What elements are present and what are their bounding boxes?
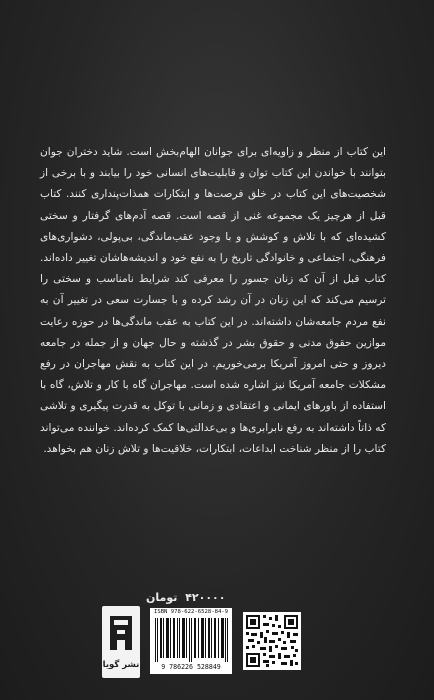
publisher-logo bbox=[102, 606, 140, 678]
price-amount: ۴۲۰۰۰۰ bbox=[185, 591, 226, 604]
barcode-bars bbox=[153, 618, 229, 662]
price-label bbox=[146, 591, 226, 604]
isbn-line: ISBN 978-622-6528-84-9 bbox=[153, 609, 229, 615]
publisher-logo-icon bbox=[105, 610, 137, 658]
barcode-number: 9 786226 528849 bbox=[161, 663, 221, 671]
publisher-name: نشر گویا bbox=[102, 660, 140, 670]
description-block bbox=[40, 142, 386, 460]
qr-code bbox=[243, 612, 301, 670]
qr-code-icon bbox=[246, 615, 298, 667]
description-text: این کتاب از منظر و زاویه‌ای برای جوانان الهام‌بخش است. شاید دختران جوان بتوانند با خواندن این کتاب توان و قابلیت‌های انسانی خود را بیابند و با برخی از شخصیت‌های این کتاب در خلق فرصت‌ها و ابتکارات همذات‌پنداری کنند. کتاب قبل از هرچیز یک مجموعه غنی از قصه است. قصه آدم‌های گرفتار و سختی کشیده‌ای که با تلاش و کوشش و با وجود عقب‌ماندگی، بی‌پولی، دشواری‌های فرهنگی، اجتماعی و خانوادگی تاریخ را به نفع خود و اندیشه‌هاشان تغییر داده‌اند. کتاب قبل از آن که زنان جسور را معرفی کند شرایط نامناسب و سختی را ترسیم می‌کند که این زنان در آن رشد کرده و با جسارت سعی در تغییر آن به نفع مردم جامعه‌شان داشته‌اند. در این کتاب به عقب ماندگی‌ها در حوزه رعایت موازین حقوق مدنی و حقوق بشر در گذشته و حال جهان و از جمله در جامعه دیروز و حتی امروز آمریکا برمی‌خوریم. در این کتاب به نقش مهاجران در رفع مشکلات جامعه آمریکا نیز اشاره شده است. مهاجران گاه با کار و تلاش، گاه با استفاده از باورهای ایمانی و اعتقادی و زمانی با توکل به قدرت پیگیری و تلاشی که ذاتاً داشته‌اند به رفع نابرابری‌ها و بی‌عدالتی‌ها کمک کرده‌اند. خواننده می‌تواند کتاب را از منظر شناخت ابداعات، ابتکارات، خلاقیت‌ها و تلاش زنان هم بخواهد. bbox=[40, 146, 386, 455]
price-currency: تومان bbox=[146, 591, 178, 604]
isbn-barcode bbox=[150, 608, 232, 674]
